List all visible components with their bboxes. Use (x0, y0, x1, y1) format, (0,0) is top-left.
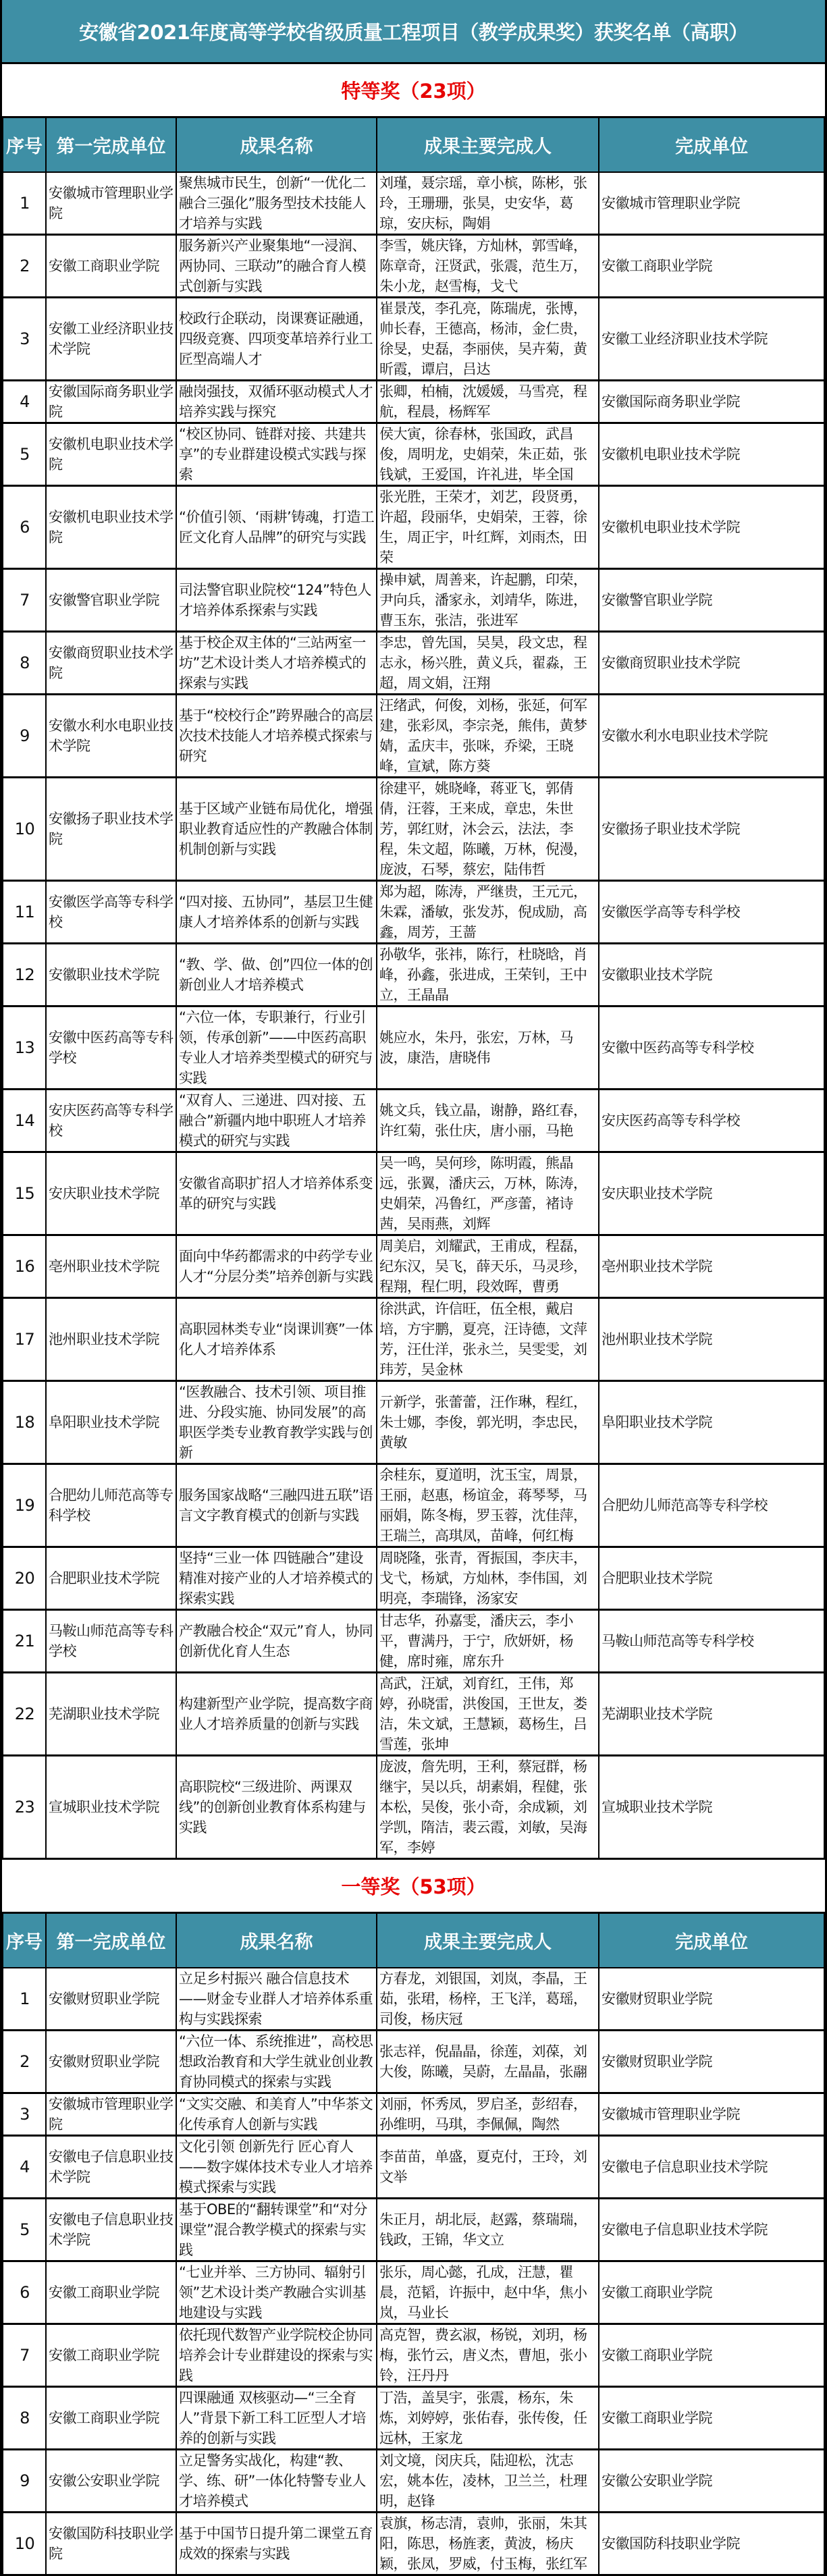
main-contributors-cell: 刘文境，闵庆兵，陆迎松，沈志宏，姚本佐，凌林，卫兰兰，杜理明，赵锋 (377, 2450, 599, 2513)
completing-units-cell: 安庆医药高等专科学校 (599, 1090, 824, 1152)
achievement-name-cell: 产教融合校企“双元”育人，协同创新优化育人生态 (176, 1610, 377, 1673)
main-contributors-cell: 高克智，费玄淑，杨锐，刘玥，杨梅，张竹云，唐义杰，曹旭，张小铃，汪丹丹 (377, 2324, 599, 2387)
completing-units-cell: 安徽国际商务职业学院 (599, 381, 824, 423)
achievement-name-cell: 基于“校校行企”跨界融合的高层次技术技能人才培养模式探索与研究 (176, 695, 377, 778)
award-section (2, 64, 825, 1860)
completing-units-cell: 安徽公安职业学院 (599, 2450, 824, 2513)
table-row (3, 944, 824, 1007)
main-contributors-cell: 郑为超，陈涛，严继贵，王元元，朱霖，潘敏，张发苏，倪成励，高鑫，周芳，王蔷 (377, 881, 599, 944)
first-unit-cell: 安庆职业技术学院 (46, 1152, 176, 1235)
main-contributors-cell: 孙敬华，张祎，陈行，杜晓晗，肖峰，孙鑫，张进成，王荣钊，王中立，王晶晶 (377, 944, 599, 1007)
completing-units-cell: 马鞍山师范高等专科学校 (599, 1610, 824, 1673)
first-unit-cell: 安庆医药高等专科学校 (46, 1090, 176, 1152)
row-number-cell: 11 (3, 881, 46, 944)
completing-units-cell: 合肥幼儿师范高等专科学校 (599, 1464, 824, 1547)
table-row (3, 1298, 824, 1381)
row-number-cell: 16 (3, 1235, 46, 1298)
row-number-cell: 15 (3, 1152, 46, 1235)
first-unit-cell: 安徽水利水电职业技术学院 (46, 695, 176, 778)
achievement-name-cell: “校区协同、链群对接、共建共享”的专业群建设模式实践与探索 (176, 423, 377, 486)
completing-units-cell: 安庆职业技术学院 (599, 1152, 824, 1235)
achievement-name-cell: 四课融通 双核驱动—“三全育人”背景下新工科工匠型人才培养的创新与实践 (176, 2387, 377, 2450)
completing-units-cell: 安徽水利水电职业技术学院 (599, 695, 824, 778)
main-contributors-cell: 张乐，周心懿，孔成，汪慧，瞿晨，范韬，许振中，赵中华，焦小岚，马业长 (377, 2261, 599, 2324)
first-unit-cell: 安徽工商职业学院 (46, 2324, 176, 2387)
main-contributors-cell: 姚应水，朱丹，张宏，万林，马波，康浩，唐晓伟 (377, 1007, 599, 1090)
row-number-cell: 9 (3, 695, 46, 778)
first-unit-cell: 安徽机电职业技术学院 (46, 486, 176, 569)
completing-units-cell: 安徽工商职业学院 (599, 2261, 824, 2324)
main-contributors-cell: 李雪，姚庆锋，方灿林，郭雪峰，陈章奇，汪贤武，张震，范生万，朱小龙，赵雪梅，戈弋 (377, 235, 599, 298)
completing-units-cell: 安徽工业经济职业技术学院 (599, 298, 824, 381)
main-contributors-cell: 张卿，柏楠，沈媛媛，马雪亮，程航，程晨，杨辉军 (377, 381, 599, 423)
column-header-main-contributors: 成果主要完成人 (377, 1914, 599, 1968)
first-unit-cell: 安徽工商职业学院 (46, 2387, 176, 2450)
completing-units-cell: 安徽机电职业技术学院 (599, 423, 824, 486)
first-unit-cell: 亳州职业技术学院 (46, 1235, 176, 1298)
achievement-name-cell: 面向中华药都需求的中药学专业人才“分层分类”培养创新与实践 (176, 1235, 377, 1298)
award-section (2, 1860, 825, 2576)
main-contributors-cell: 余桂东，夏道明，沈玉宝，周景，王丽，赵惠，杨谊金，蒋琴琴，马丽娟，陈冬梅，罗玉蓉，沈佳萍，王瑞兰，高琪凤，苗峰，何红梅 (377, 1464, 599, 1547)
row-number-cell: 2 (3, 235, 46, 298)
row-number-cell: 20 (3, 1547, 46, 1610)
completing-units-cell: 安徽财贸职业学院 (599, 2031, 824, 2093)
main-contributors-cell: 丁浩，盖昊宇，张震，杨东，朱炼，刘婷婷，张佑春，张传俊，任远林，王家龙 (377, 2387, 599, 2450)
title-band (2, 0, 825, 64)
first-unit-cell: 合肥幼儿师范高等专科学校 (46, 1464, 176, 1547)
section-title: 一等奖（53项） (341, 1875, 486, 1898)
main-contributors-cell: 崔景茂，李孔亮，陈瑞虎，张博，帅长春，王德高，杨沛，金仁贵，徐旻，史磊，李丽侠，吴卉菊，黄昕霞，谭启，吕达 (377, 298, 599, 381)
achievement-name-cell: “教、学、做、创”四位一体的创新创业人才培养模式 (176, 944, 377, 1007)
table-header-row (3, 118, 824, 172)
first-unit-cell: 安徽财贸职业学院 (46, 2031, 176, 2093)
completing-units-cell: 阜阳职业技术学院 (599, 1381, 824, 1464)
first-unit-cell: 安徽职业技术学院 (46, 944, 176, 1007)
table-row (3, 235, 824, 298)
main-contributors-cell: 吴一鸣，吴何珍，陈明霞，熊晶远，张翼，潘庆云，万林，陈涛，史娟荣，冯鲁红，严彦蕾，褚诗茜，吴雨燕，刘辉 (377, 1152, 599, 1235)
row-number-cell: 1 (3, 1968, 46, 2031)
table-row (3, 2093, 824, 2136)
completing-units-cell: 宣城职业技术学院 (599, 1756, 824, 1859)
section-title: 特等奖（23项） (341, 80, 486, 103)
row-number-cell: 10 (3, 778, 46, 881)
row-number-cell: 10 (3, 2513, 46, 2575)
main-contributors-cell: 周晓隆，张青，胥振国，李庆丰，戈弋，杨斌，方灿林，李伟国，刘明亮，李瑞锋，汤家安 (377, 1547, 599, 1610)
first-unit-cell: 安徽工商职业学院 (46, 2261, 176, 2324)
completing-units-cell: 安徽财贸职业学院 (599, 1968, 824, 2031)
main-contributors-cell: 汪绪武，何俊，刘杨，张延，何军建，张彩凤，李宗尧，熊伟，黄梦婧，孟庆丰，张咪，乔梁，王晓峰，宣斌，陈方葵 (377, 695, 599, 778)
table-row (3, 486, 824, 569)
table-row (3, 1381, 824, 1464)
row-number-cell: 7 (3, 2324, 46, 2387)
achievement-name-cell: “价值引领、‘雨耕’铸魂，打造工匠文化育人品牌”的研究与实践 (176, 486, 377, 569)
main-contributors-cell: 甘志华，孙嘉雯，潘庆云，李小平，曹满丹，于宁，欣妍妍，杨健，席时雍，席东升 (377, 1610, 599, 1673)
row-number-cell: 9 (3, 2450, 46, 2513)
row-number-cell: 2 (3, 2031, 46, 2093)
main-contributors-cell: 亓新学，张蕾蕾，汪作琳，程红，朱士娜，李俊，郭光明，李忠民，黄敏 (377, 1381, 599, 1464)
achievement-name-cell: 高职园林类专业“岗课训赛”一体化人才培养体系 (176, 1298, 377, 1381)
first-unit-cell: 宣城职业技术学院 (46, 1756, 176, 1859)
achievement-name-cell: 高职院校“三级进阶、两课双线”的创新创业教育体系构建与实践 (176, 1756, 377, 1859)
achievement-name-cell: 司法警官职业院校“124”特色人才培养体系探索与实践 (176, 569, 377, 632)
first-unit-cell: 芜湖职业技术学院 (46, 1673, 176, 1756)
table-row (3, 881, 824, 944)
first-unit-cell: 安徽国际商务职业学院 (46, 381, 176, 423)
table-row (3, 1610, 824, 1673)
table-row (3, 2261, 824, 2324)
completing-units-cell: 安徽警官职业学院 (599, 569, 824, 632)
row-number-cell: 18 (3, 1381, 46, 1464)
row-number-cell: 14 (3, 1090, 46, 1152)
completing-units-cell: 安徽中医药高等专科学校 (599, 1007, 824, 1090)
main-contributors-cell: 徐洪武，许信旺，伍全根，戴启培，方宇鹏，夏亮，汪诗德，文萍芳，汪仕洋，张永兰，吴雯雯，刘玮芳，吴金林 (377, 1298, 599, 1381)
completing-units-cell: 安徽城市管理职业学院 (599, 172, 824, 235)
first-unit-cell: 安徽机电职业技术学院 (46, 423, 176, 486)
row-number-cell: 4 (3, 381, 46, 423)
main-contributors-cell: 张志祥，倪晶晶，徐莲，刘葆，刘大俊，陈曦，吴蔚，左晶晶，张翮 (377, 2031, 599, 2093)
table-row (3, 423, 824, 486)
achievement-name-cell: 聚焦城市民生，创新“一优化二融合三强化”服务型技术技能人才培养与实践 (176, 172, 377, 235)
row-number-cell: 4 (3, 2136, 46, 2199)
main-contributors-cell: 李忠，曾先国，吴昊，段文忠，程志永，杨兴胜，黄义兵，翟淼，王超，周文娟，汪翔 (377, 632, 599, 695)
achievement-name-cell: “医教融合、技术引领、项目推进、分段实施、协同发展”的高职医学类专业教育教学实践与创新 (176, 1381, 377, 1464)
completing-units-cell: 安徽工商职业学院 (599, 235, 824, 298)
table-row (3, 569, 824, 632)
table-row (3, 2513, 824, 2575)
completing-units-cell: 安徽电子信息职业技术学院 (599, 2136, 824, 2199)
table-row (3, 381, 824, 423)
completing-units-cell: 池州职业技术学院 (599, 1298, 824, 1381)
achievement-name-cell: 校政行企联动，岗课赛证融通，四级竞赛、四项变革培养行业工匠型高端人才 (176, 298, 377, 381)
main-contributors-cell: 侯大寅，徐春林，张国政，武昌俊，周明龙，史娟荣，朱正茹，张钱斌，王爱国，许礼进，毕全国 (377, 423, 599, 486)
row-number-cell: 3 (3, 2093, 46, 2136)
completing-units-cell: 合肥职业技术学院 (599, 1547, 824, 1610)
first-unit-cell: 安徽电子信息职业技术学院 (46, 2199, 176, 2261)
row-number-cell: 6 (3, 2261, 46, 2324)
first-unit-cell: 池州职业技术学院 (46, 1298, 176, 1381)
column-header-no: 序号 (3, 1914, 46, 1968)
achievement-name-cell: 立足乡村振兴 融合信息技术——财金专业群人才培养体系重构与实践探索 (176, 1968, 377, 2031)
table-row (3, 1090, 824, 1152)
completing-units-cell: 安徽工商职业学院 (599, 2324, 824, 2387)
column-header-no: 序号 (3, 118, 46, 172)
achievement-name-cell: 坚持“三业一体 四链融合”建设精准对接产业的人才培养模式的探索实践 (176, 1547, 377, 1610)
table-row (3, 695, 824, 778)
section-header (2, 64, 825, 118)
first-unit-cell: 安徽国防科技职业学院 (46, 2513, 176, 2575)
sections-container (2, 64, 825, 2576)
achievement-name-cell: 服务新兴产业聚集地“一浸润、两协同、三联动”的融合育人模式创新与实践 (176, 235, 377, 298)
table-row (3, 778, 824, 881)
first-unit-cell: 安徽警官职业学院 (46, 569, 176, 632)
achievement-name-cell: “六位一体，专职兼行，行业引领，传承创新”——中医药高职专业人才培养类型模式的研究与实践 (176, 1007, 377, 1090)
completing-units-cell: 安徽工商职业学院 (599, 2387, 824, 2450)
achievement-name-cell: “文实交融、和美育人”中华茶文化传承育人创新与实践 (176, 2093, 377, 2136)
table-row (3, 1464, 824, 1547)
completing-units-cell: 安徽城市管理职业学院 (599, 2093, 824, 2136)
completing-units-cell: 安徽机电职业技术学院 (599, 486, 824, 569)
main-contributors-cell: 高武，汪斌，刘育红，王伟，郑婷，孙晓雷，洪俊国，王世友，娄洁，朱文斌，王慧颖，葛杨生，吕雪莲，张坤 (377, 1673, 599, 1756)
achievement-name-cell: 服务国家战略“三融四进五联”语言文字教育模式的创新与实践 (176, 1464, 377, 1547)
table-row (3, 2136, 824, 2199)
achievement-name-cell: 基于区域产业链布局优化，增强职业教育适应性的产教融合体制机制创新与实践 (176, 778, 377, 881)
achievement-name-cell: “四对接、五协同”，基层卫生健康人才培养体系的创新与实践 (176, 881, 377, 944)
achievement-name-cell: 基于中国节日提升第二课堂五育成效的探索与实践 (176, 2513, 377, 2575)
column-header-achievement-name: 成果名称 (176, 118, 377, 172)
first-unit-cell: 安徽城市管理职业学院 (46, 172, 176, 235)
page-title: 安徽省2021年度高等学校省级质量工程项目（教学成果奖）获奖名单（高职） (79, 20, 748, 44)
table-row (3, 632, 824, 695)
achievement-name-cell: “双育人、三递进、四对接、五融合”新疆内地中职班人才培养模式的研究与实践 (176, 1090, 377, 1152)
achievement-name-cell: 基于OBE的“翻转课堂”和“对分课堂”混合教学模式的探索与实践 (176, 2199, 377, 2261)
table-row (3, 1968, 824, 2031)
achievement-name-cell: 文化引领 创新先行 匠心育人——数字媒体技术专业人才培养模式探索与实践 (176, 2136, 377, 2199)
achievement-name-cell: 依托现代数智产业学院校企协同培养会计专业群建设的探索与实践 (176, 2324, 377, 2387)
column-header-first-unit: 第一完成单位 (46, 1914, 176, 1968)
completing-units-cell: 安徽商贸职业技术学院 (599, 632, 824, 695)
section-header (2, 1860, 825, 1914)
row-number-cell: 13 (3, 1007, 46, 1090)
achievement-name-cell: “七业并举、三方协同、辐射引领”艺术设计类产教融合实训基地建设与实践 (176, 2261, 377, 2324)
main-contributors-cell: 李苗苗，单盛，夏克付，王玲，刘文举 (377, 2136, 599, 2199)
table-row (3, 1673, 824, 1756)
achievement-name-cell: 立足警务实战化，构建“教、学、练、研”一体化特警专业人才培养模式 (176, 2450, 377, 2513)
first-unit-cell: 安徽电子信息职业技术学院 (46, 2136, 176, 2199)
achievement-name-cell: 构建新型产业学院，提高数字商业人才培养质量的创新与实践 (176, 1673, 377, 1756)
completing-units-cell: 安徽医学高等专科学校 (599, 881, 824, 944)
main-contributors-cell: 徐建平，姚晓峰，蒋亚飞，郭倩倩，汪蓉，王来成，章忠，朱世芳，郭红财，沐会云，法法，李程，朱文超，陈曦，万林，倪漫，庞波，石琴，蔡宏，陆伟哲 (377, 778, 599, 881)
main-contributors-cell: 朱正月，胡北辰，赵露，蔡瑞瑞，钱政，王锦，华文立 (377, 2199, 599, 2261)
table-header-row (3, 1914, 824, 1968)
table-row (3, 1235, 824, 1298)
first-unit-cell: 安徽工业经济职业技术学院 (46, 298, 176, 381)
award-table (2, 1914, 825, 2576)
main-contributors-cell: 方春龙，刘银国，刘岚，李晶，王茹，张珺，杨梓，王飞洋，葛瑶，司俊，杨庆冠 (377, 1968, 599, 2031)
row-number-cell: 3 (3, 298, 46, 381)
first-unit-cell: 安徽医学高等专科学校 (46, 881, 176, 944)
table-row (3, 1152, 824, 1235)
row-number-cell: 21 (3, 1610, 46, 1673)
first-unit-cell: 安徽扬子职业技术学院 (46, 778, 176, 881)
main-contributors-cell: 张光胜，王荣才，刘艺，段贤勇，许超，段丽华，史娟荣，王蓉，徐生，周正宇，叶红辉，刘雨杰，田荣 (377, 486, 599, 569)
column-header-first-unit: 第一完成单位 (46, 118, 176, 172)
main-contributors-cell: 周美启，刘耀武，王甫成，程磊，纪东汉，吴飞，薛天乐，马灵珍，程翔，程仁明，段效晖，曹勇 (377, 1235, 599, 1298)
row-number-cell: 19 (3, 1464, 46, 1547)
row-number-cell: 12 (3, 944, 46, 1007)
row-number-cell: 1 (3, 172, 46, 235)
table-row (3, 2450, 824, 2513)
completing-units-cell: 芜湖职业技术学院 (599, 1673, 824, 1756)
completing-units-cell: 安徽扬子职业技术学院 (599, 778, 824, 881)
first-unit-cell: 安徽公安职业学院 (46, 2450, 176, 2513)
first-unit-cell: 安徽财贸职业学院 (46, 1968, 176, 2031)
table-row (3, 2324, 824, 2387)
row-number-cell: 5 (3, 423, 46, 486)
achievement-name-cell: 安徽省高职扩招人才培养体系变革的研究与实践 (176, 1152, 377, 1235)
table-row (3, 2387, 824, 2450)
column-header-achievement-name: 成果名称 (176, 1914, 377, 1968)
table-row (3, 1756, 824, 1859)
main-contributors-cell: 袁旗，杨志清，袁帅，张丽，朱其阳，陈思，杨旌袤，黄波，杨庆颖，张凤，罗威，付玉梅，张红军 (377, 2513, 599, 2575)
main-contributors-cell: 刘瑾，聂宗瑶，章小槟，陈彬，张玲，王珊珊，张昊，史安华，葛琼，安庆标，陶娟 (377, 172, 599, 235)
first-unit-cell: 安徽商贸职业技术学院 (46, 632, 176, 695)
first-unit-cell: 合肥职业技术学院 (46, 1547, 176, 1610)
main-contributors-cell: 刘丽，怀秀凤，罗启圣，彭绍春，孙维明，马琪，李佩佩，陶然 (377, 2093, 599, 2136)
first-unit-cell: 安徽工商职业学院 (46, 235, 176, 298)
main-contributors-cell: 庞波，詹先明，王利，蔡冠群，杨继宇，吴以兵，胡素娟，程健，张本松，吴俊，张小奇，余成颖，刘学凯，隋洁，裴云霞，刘敏，吴海军，李婷 (377, 1756, 599, 1859)
row-number-cell: 7 (3, 569, 46, 632)
row-number-cell: 23 (3, 1756, 46, 1859)
first-unit-cell: 安徽中医药高等专科学校 (46, 1007, 176, 1090)
completing-units-cell: 安徽职业技术学院 (599, 944, 824, 1007)
completing-units-cell: 安徽电子信息职业技术学院 (599, 2199, 824, 2261)
table-row (3, 298, 824, 381)
table-row (3, 1007, 824, 1090)
table-row (3, 2031, 824, 2093)
row-number-cell: 8 (3, 2387, 46, 2450)
first-unit-cell: 马鞍山师范高等专科学校 (46, 1610, 176, 1673)
completing-units-cell: 安徽国防科技职业学院 (599, 2513, 824, 2575)
column-header-completing-units: 完成单位 (599, 118, 824, 172)
table-row (3, 1547, 824, 1610)
award-table (2, 118, 825, 1860)
first-unit-cell: 阜阳职业技术学院 (46, 1381, 176, 1464)
first-unit-cell: 安徽城市管理职业学院 (46, 2093, 176, 2136)
row-number-cell: 17 (3, 1298, 46, 1381)
achievement-name-cell: 基于校企双主体的“三站两室一坊”艺术设计类人才培养模式的探索与实践 (176, 632, 377, 695)
achievement-name-cell: “六位一体、系统推进”，高校思想政治教育和大学生就业创业教育协同模式的探索与实践 (176, 2031, 377, 2093)
table-row (3, 172, 824, 235)
row-number-cell: 22 (3, 1673, 46, 1756)
column-header-completing-units: 完成单位 (599, 1914, 824, 1968)
row-number-cell: 6 (3, 486, 46, 569)
achievement-name-cell: 融岗强技，双循环驱动模式人才培养实践与探究 (176, 381, 377, 423)
main-contributors-cell: 姚文兵，钱立晶，谢静，路红春，许红菊，张仕庆，唐小丽，马艳 (377, 1090, 599, 1152)
completing-units-cell: 亳州职业技术学院 (599, 1235, 824, 1298)
table-row (3, 2199, 824, 2261)
column-header-main-contributors: 成果主要完成人 (377, 118, 599, 172)
row-number-cell: 8 (3, 632, 46, 695)
row-number-cell: 5 (3, 2199, 46, 2261)
main-contributors-cell: 操申斌，周善来，许起鹏，印荣，尹向兵，潘家永，刘靖华，陈进，曹玉东，张洁，张进军 (377, 569, 599, 632)
